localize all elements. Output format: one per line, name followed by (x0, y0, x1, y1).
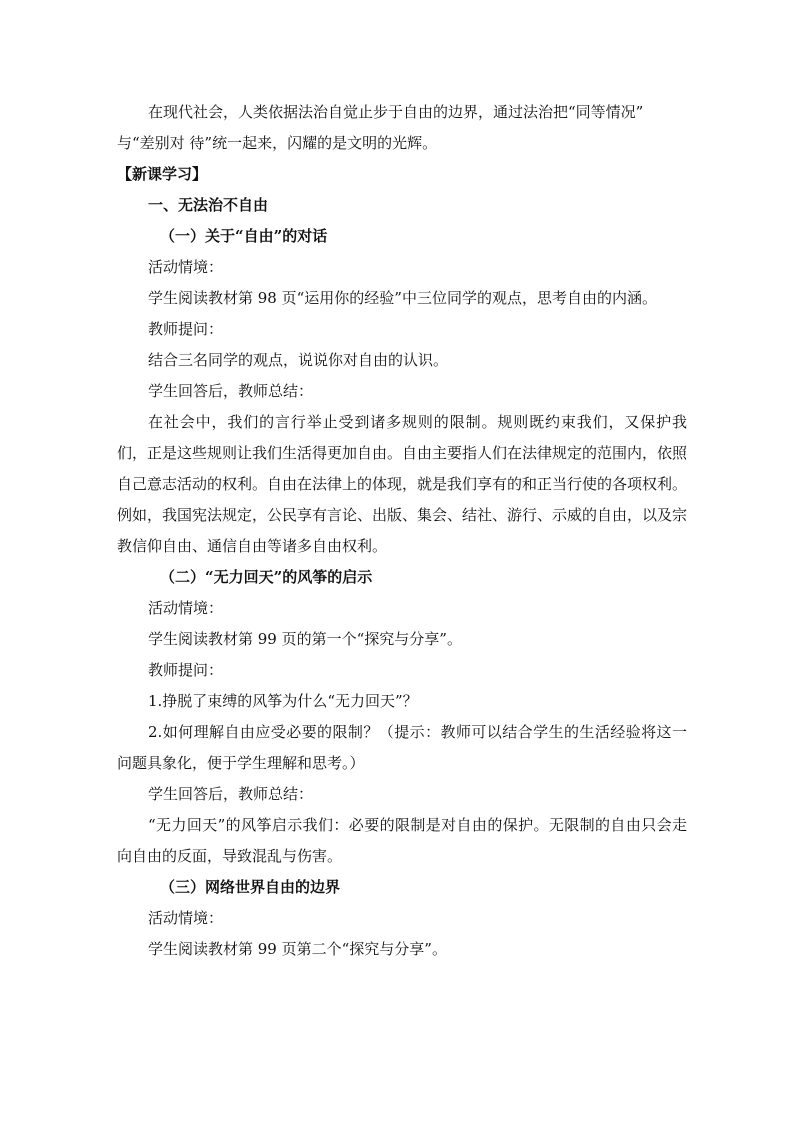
document-body (117, 97, 687, 965)
subsection-heading-2: （二）“无力回天”的风筝的启示 (160, 568, 373, 586)
teacher-question-label-2: 教师提问： (148, 661, 224, 679)
intro-line-2: 与“差别对 待”统一起来，闪耀的是文明的光辉。 (117, 134, 438, 152)
question-1: 结合三名同学的观点，说说你对自由的认识。 (148, 351, 449, 369)
question-2-1: 1.挣脱了束缚的风筝为什么“无力回天”？ (148, 692, 418, 710)
answer-label-2: 学生回答后，教师总结： (148, 785, 314, 803)
intro-line-1: 在现代社会，人类依据法治自觉止步于自由的边界，通过法治把“同等情况” (148, 103, 644, 121)
subsection-heading-1: （一）关于“自由”的对话 (160, 227, 328, 245)
activity-text-2: 学生阅读教材第 99 页的第一个“探究与分享”。 (148, 630, 462, 648)
new-lesson-heading: 【新课学习】 (117, 165, 208, 183)
answer-label-1: 学生回答后，教师总结： (148, 382, 314, 400)
summary-2: “无力回天”的风筝启示我们：必要的限制是对自由的保护。无限制的自由只会走向自由的反面，导致混乱与伤害。 (117, 816, 687, 865)
activity-label-2: 活动情境： (148, 599, 224, 617)
activity-label-1: 活动情境： (148, 258, 224, 276)
section-heading-1: 一、无法治不自由 (148, 196, 269, 214)
activity-text-1: 学生阅读教材第 98 页“运用你的经验”中三位同学的观点，思考自由的内涵。 (148, 289, 657, 307)
activity-label-3: 活动情境： (148, 909, 224, 927)
activity-text-3: 学生阅读教材第 99 页第二个“探究与分享”。 (148, 940, 447, 958)
teacher-question-label-1: 教师提问： (148, 320, 224, 338)
subsection-heading-3: （三）网络世界自由的边界 (160, 878, 341, 896)
question-2-2: 2.如何理解自由应受必要的限制？（提示：教师可以结合学生的生活经验将这一问题具象化，便于学生理解和思考。） (117, 723, 687, 772)
summary-1: 在社会中，我们的言行举止受到诸多规则的限制。规则既约束我们，又保护我们，正是这些规则让我们生活得更加自由。自由主要指人们在法律规定的范围内，依照自己意志活动的权利。自由在法律上的体现，就是我们享有的和正当行使的各项权利。例如，我国宪法规定，公民享有言论、出版、集会、结社、游行、示威的自由，以及宗教信仰自由、通信自由等诸多自由权利。 (117, 413, 688, 555)
